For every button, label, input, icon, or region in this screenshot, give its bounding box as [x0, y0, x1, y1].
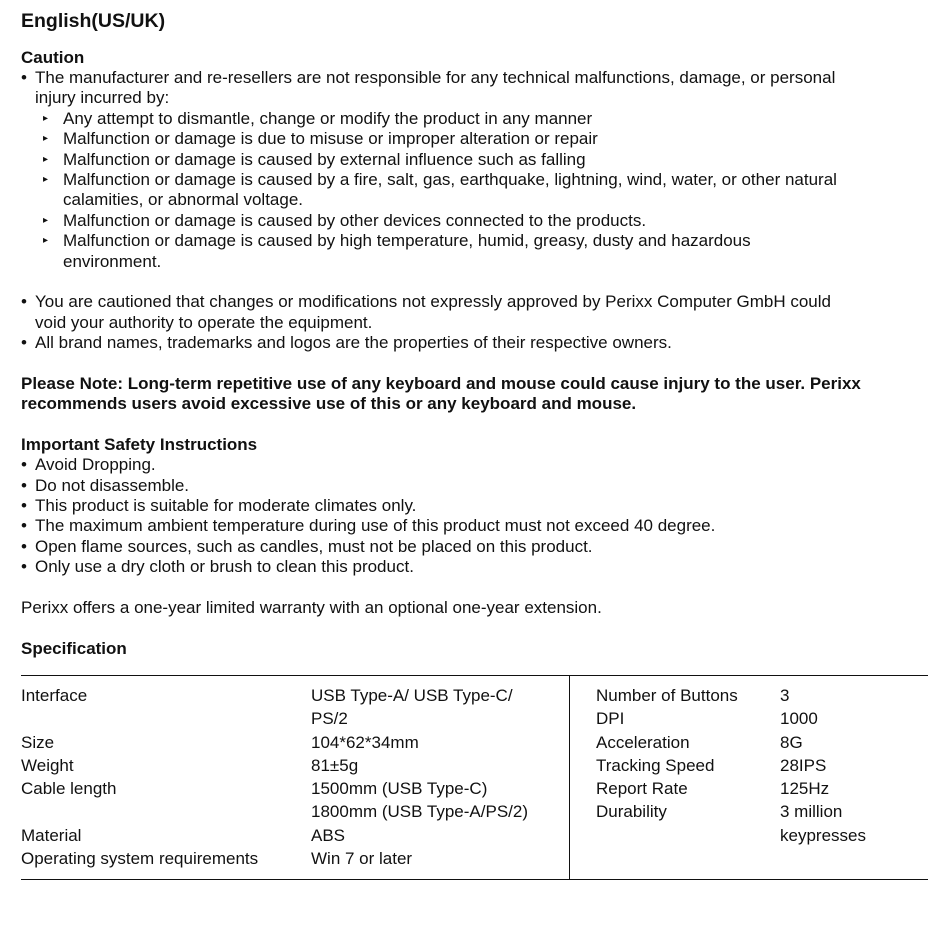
spec-value: 28IPS [780, 755, 827, 775]
notice-trademarks-text: All brand names, trademarks and logos are the properties of their respective owners. [35, 333, 672, 353]
caution-item-text: Malfunction or damage is caused by high temperature, humid, greasy, dusty and hazardous [63, 231, 751, 251]
spec-row [596, 707, 926, 730]
spec-row [596, 684, 926, 707]
notice-line2: void your authority to operate the equipment. [35, 312, 373, 332]
spec-value: ABS [311, 825, 346, 845]
caution-item-text: Malfunction or damage is due to misuse or improper alteration or repair [63, 129, 598, 149]
spec-label: DPI [596, 709, 625, 729]
spec-row [596, 754, 926, 777]
spec-value: 1800mm (USB Type-A/PS/2) [311, 802, 528, 822]
spec-row [21, 777, 569, 800]
spec-right-column [596, 684, 926, 847]
spec-row [596, 731, 926, 754]
safety-item-text: Do not disassemble. [35, 475, 190, 495]
spec-row [21, 684, 569, 707]
safety-item [21, 496, 931, 516]
caution-intro [21, 68, 931, 109]
spec-value: 1500mm (USB Type-C) [311, 779, 488, 799]
safety-item-text: Open flame sources, such as candles, must not be placed on this product. [35, 536, 593, 556]
triangle-bullet-icon: ▸ [43, 153, 49, 165]
safety-item [21, 557, 931, 577]
bullet-dot: • [21, 333, 27, 353]
bullet-dot: • [21, 475, 27, 495]
caution-intro-line2: injury incurred by: [35, 88, 170, 108]
safety-item-text: The maximum ambient temperature during use of this product must not exceed 40 degree. [35, 516, 716, 536]
spec-value: 104*62*34mm [311, 732, 419, 752]
caution-item-text: calamities, or abnormal voltage. [63, 190, 304, 210]
spec-row [596, 824, 926, 847]
please-note [21, 374, 931, 415]
triangle-bullet-icon: ▸ [43, 235, 49, 247]
spec-row [21, 754, 569, 777]
warranty-text: Perixx offers a one-year limited warranty with an optional one-year extension. [21, 598, 602, 618]
spec-label: Size [21, 732, 55, 752]
spec-row [21, 800, 569, 823]
safety-item-text: Only use a dry cloth or brush to clean this product. [35, 557, 414, 577]
caution-item-text: Malfunction or damage is caused by other devices connected to the products. [63, 210, 647, 230]
triangle-bullet-icon: ▸ [43, 133, 49, 145]
spec-value: 81±5g [311, 755, 359, 775]
bullet-dot: • [21, 496, 27, 516]
safety-item [21, 476, 931, 496]
spec-row [21, 731, 569, 754]
spec-column-divider [569, 676, 570, 879]
bullet-dot: • [21, 516, 27, 536]
caution-item [21, 129, 931, 149]
spec-value: 3 million [780, 802, 843, 822]
caution-heading: Caution [21, 48, 85, 67]
spec-label: Tracking Speed [596, 755, 715, 775]
page-title: English(US/UK) [21, 10, 166, 32]
specification-heading: Specification [21, 638, 127, 658]
caution-item [21, 170, 931, 211]
caution-intro-line1: The manufacturer and re-resellers are not responsible for any technical malfunctions, damage, or personal [35, 68, 836, 87]
spec-label [596, 824, 780, 847]
bullet-dot: • [21, 455, 27, 475]
triangle-bullet-icon: ▸ [43, 112, 49, 124]
spec-label: Material [21, 825, 82, 845]
spec-label: Interface [21, 686, 88, 705]
triangle-bullet-icon: ▸ [43, 174, 49, 186]
bullet-dot: • [21, 536, 27, 556]
bullet-dot: • [21, 68, 27, 87]
note-line1: Please Note: Long-term repetitive use of any keyboard and mouse could cause injury to the user. Perixx [21, 374, 861, 394]
caution-notice-trademarks [21, 333, 931, 353]
spec-row [21, 707, 569, 730]
caution-item [21, 150, 931, 170]
spec-row [21, 824, 569, 847]
safety-list [21, 455, 931, 577]
caution-item [21, 231, 931, 272]
bullet-dot: • [21, 557, 27, 577]
spec-row [21, 847, 569, 870]
safety-item [21, 537, 931, 557]
spec-value: keypresses [780, 825, 866, 845]
spec-row [596, 777, 926, 800]
spec-label: Report Rate [596, 779, 688, 799]
spec-label: Operating system requirements [21, 849, 259, 869]
spec-value: 8G [780, 732, 803, 752]
spec-label [21, 800, 311, 823]
spec-label: Acceleration [596, 732, 690, 752]
spec-value: 3 [780, 686, 790, 705]
caution-item [21, 211, 931, 231]
specification-table [21, 675, 928, 880]
caution-list [21, 109, 931, 272]
safety-item-text: This product is suitable for moderate climates only. [35, 496, 417, 516]
caution-item-text: environment. [63, 251, 162, 271]
caution-item [21, 109, 931, 129]
safety-item [21, 455, 931, 475]
caution-item-text: Malfunction or damage is caused by a fire, salt, gas, earthquake, lightning, wind, water, or other natural [63, 170, 837, 190]
safety-heading: Important Safety Instructions [21, 435, 258, 455]
note-line2: recommends users avoid excessive use of this or any keyboard and mouse. [21, 394, 637, 414]
spec-label: Number of Buttons [596, 686, 738, 705]
spec-value: PS/2 [311, 709, 348, 729]
caution-notice-modifications [21, 292, 931, 333]
spec-label: Weight [21, 755, 74, 775]
spec-label: Durability [596, 802, 667, 822]
notice-line1: You are cautioned that changes or modifications not expressly approved by Perixx Computer GmbH could [35, 292, 831, 312]
manual-page [21, 8, 931, 659]
spec-value: 125Hz [780, 779, 830, 799]
spec-value: USB Type-A/ USB Type-C/ [311, 686, 513, 705]
spec-value: 1000 [780, 709, 818, 729]
spec-row [596, 800, 926, 823]
safety-item-text: Avoid Dropping. [35, 455, 156, 475]
triangle-bullet-icon: ▸ [43, 214, 49, 226]
spec-value: Win 7 or later [311, 849, 413, 869]
caution-item-text: Malfunction or damage is caused by external influence such as falling [63, 149, 586, 169]
spec-left-column [21, 684, 569, 870]
safety-item [21, 516, 931, 536]
spec-label [21, 707, 311, 730]
caution-item-text: Any attempt to dismantle, change or modify the product in any manner [63, 108, 593, 128]
bullet-dot: • [21, 292, 27, 312]
spec-label: Cable length [21, 779, 117, 799]
